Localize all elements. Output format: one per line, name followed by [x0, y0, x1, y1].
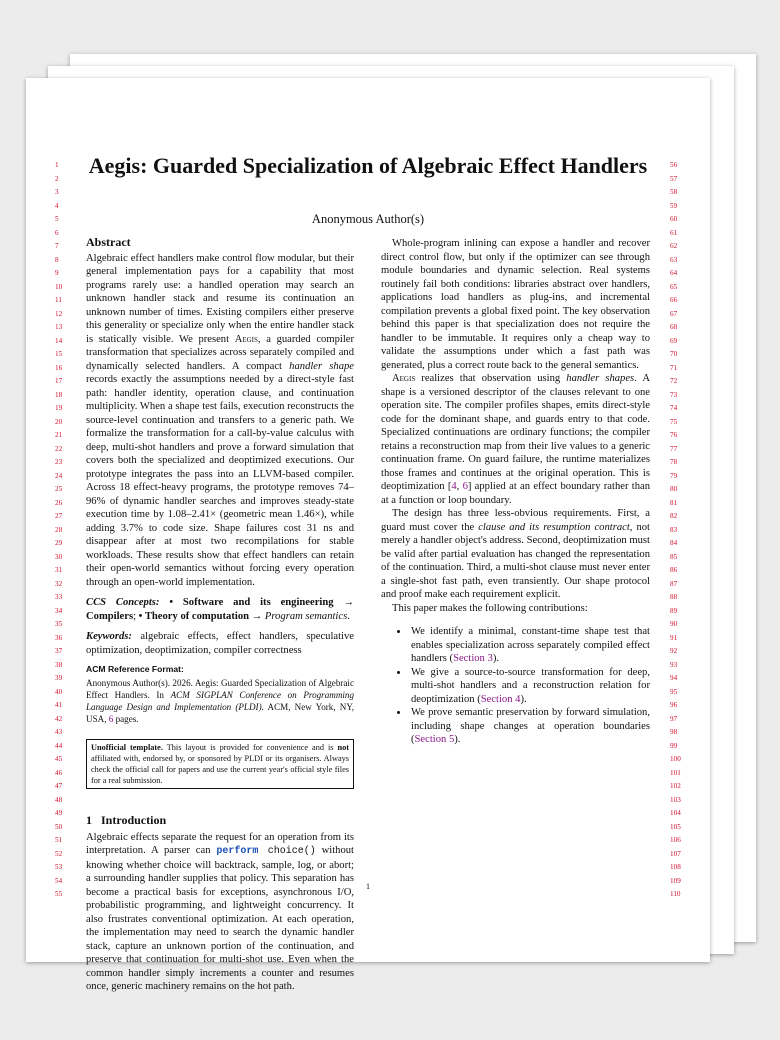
intro-text: ] applied at an effect boundary rather than at a function or loop boundary. [381, 481, 650, 506]
line-number: 89 [670, 606, 678, 615]
line-number: 85 [670, 552, 678, 561]
line-number: 94 [670, 674, 678, 682]
line-number: 67 [670, 309, 678, 318]
term-handler-shape: handler shape [289, 360, 354, 372]
line-number: 27 [55, 512, 63, 520]
paper-author: Anonymous Author(s) [311, 212, 425, 226]
contribution-text: ). [454, 734, 461, 745]
notice-bold: Unofficial template. [91, 742, 163, 752]
line-number: 5 [55, 215, 59, 223]
line-number: 103 [670, 795, 681, 804]
section-ref-link[interactable]: Section 5 [414, 734, 455, 745]
emphasis: clause and its resumption contract [478, 521, 630, 533]
line-number: 51 [55, 836, 63, 844]
line-number: 110 [670, 890, 681, 898]
line-number: 2 [55, 174, 59, 183]
line-number: 75 [670, 417, 678, 426]
acm-ref-venue: ACM SIGPLAN Conference on Programming Language Design and Implementation (PLDI). [86, 689, 355, 712]
keywords-label: Keywords: [86, 631, 132, 642]
paper-title: Aegis: Guarded Specialization of Algebraic Effect Handlers [88, 153, 648, 178]
line-number: 21 [55, 431, 63, 439]
intro-text: without knowing whether choice will backtrack, sample, log, or abort; a surrounding handler supplies that policy. This separation has become a practical basis for exceptions, asynchronous I/O, probabilistic programming, and lightweight concurrency. It also frustrates conventional optimization. At each operation, the implementation may need to search the dynamic handler stack, capture an unknown portion of the continuation, and preserve that continuation for multi-shot use. Even when the common handler simply increments a counter and resumes once, generic machinery remains on the hot path. [86, 845, 354, 993]
intro-text: . A shape is a versioned descriptor of the clauses relevant to one operation site. The compiler profiles shapes, emits direct-style code for the dominant shape, and guards entry to that code. Specialized continuations are ordinary functions; the compiler retains a reconstruction map from their live values to a generic continuation frame. On guard failure, the runtime materializes those frames and continues at the original operation. This is deoptimization [ [381, 373, 650, 492]
line-number: 71 [670, 363, 678, 372]
line-number: 84 [670, 539, 678, 547]
abstract-heading: Abstract [86, 235, 131, 249]
contribution-text: We give a source-to-source transformation for deep, multi-shot handlers and a reconstruction relation for deoptimization ( [411, 666, 650, 705]
abstract-part: Algebraic effect handlers make control flow modular, but their general implementation pays for a capability that most programs rarely use: a handled operation may search an unknown handler stack and resume its continuation an unknown number of times. Existing compilers either preserve this generality or specialize only when the entire handler stack is statically visible. We present [86, 252, 354, 345]
line-number: 38 [55, 660, 63, 669]
line-number: 18 [55, 390, 63, 399]
line-number: 92 [670, 647, 678, 655]
line-number: 1 [55, 161, 59, 169]
line-number: 60 [670, 215, 678, 223]
ccs-item: • Software and its engineering → Compilers [86, 597, 354, 622]
notice-text: affiliated with, endorsed by, or sponsored by PLDI or its organisers. Always check the official call for papers and use the current year's official style files for a real submission. [91, 753, 349, 786]
line-number: 8 [55, 255, 59, 264]
line-number: 24 [55, 471, 63, 480]
line-number: 57 [670, 174, 678, 183]
line-number: 40 [55, 687, 63, 696]
line-number: 48 [55, 795, 63, 804]
line-number: 36 [55, 633, 63, 642]
line-numbers-left [55, 159, 67, 902]
section-ref-link[interactable]: Section 3 [453, 653, 493, 664]
notice-text: This layout is provided for convenience and is [162, 742, 338, 752]
section-title: Introduction [101, 813, 167, 828]
line-number: 13 [55, 323, 63, 331]
acm-ref-part: Anonymous Author(s). 2026. Aegis: Guarded Specialization of Algebraic Effect Handlers. In [86, 677, 354, 700]
line-number: 76 [670, 431, 678, 439]
line-number: 65 [670, 282, 678, 291]
line-number: 41 [55, 701, 63, 709]
acm-ref-pages-link[interactable]: 6 [108, 713, 114, 724]
line-number: 50 [55, 822, 63, 831]
line-number: 12 [55, 309, 63, 318]
citation-sep: , [456, 481, 463, 492]
line-number: 78 [670, 458, 678, 466]
line-number: 56 [670, 161, 678, 169]
intro-paragraph-5: This paper makes the following contributions: [392, 602, 588, 614]
contribution-text: We prove semantic preservation by forward simulation, including shape changes at operation boundaries ( [411, 707, 650, 745]
term-handler-shapes: handler shapes [566, 373, 635, 384]
line-number: 10 [55, 282, 63, 291]
contribution-item [409, 666, 650, 707]
system-name: Aegis [234, 333, 258, 345]
code-keyword: perform [216, 846, 259, 858]
line-number: 7 [55, 242, 59, 250]
keywords-text: algebraic effects, effect handlers, speculative optimization, deoptimization, compiler correctness [86, 631, 354, 656]
line-number: 98 [670, 728, 678, 736]
line-number: 73 [670, 390, 678, 399]
line-number: 96 [670, 701, 678, 709]
line-number: 72 [670, 377, 678, 385]
intro-paragraph-1-start [86, 831, 354, 994]
line-number: 23 [55, 458, 63, 466]
acm-reference-text [86, 677, 354, 725]
line-number: 11 [55, 296, 62, 304]
line-number: 66 [670, 296, 678, 304]
line-number: 81 [670, 498, 678, 507]
line-number: 99 [670, 741, 678, 750]
line-number: 105 [670, 822, 681, 831]
line-number: 79 [670, 471, 678, 480]
ccs-concepts [86, 596, 354, 623]
intro-text: The design has three less-obvious requirements. First, a guard must cover the [381, 508, 650, 533]
line-number: 42 [55, 714, 63, 723]
keywords [86, 630, 354, 657]
line-number: 68 [670, 323, 678, 331]
line-number: 102 [670, 782, 681, 790]
line-number: 55 [55, 890, 63, 898]
line-number: 15 [55, 350, 63, 358]
line-number: 53 [55, 863, 63, 871]
unofficial-template-notice [86, 739, 354, 790]
ccs-sep: ; [133, 610, 139, 622]
contributions-list [381, 625, 650, 747]
line-number: 59 [670, 201, 678, 210]
line-number: 88 [670, 593, 678, 601]
page-number: 1 [366, 882, 370, 891]
line-number: 61 [670, 228, 678, 237]
contribution-text: ). [520, 693, 527, 705]
line-number: 74 [670, 404, 678, 412]
intro-paragraph-3 [381, 372, 650, 507]
right-column [381, 237, 650, 747]
line-number: 63 [670, 255, 678, 264]
code-call: choice() [258, 846, 316, 858]
line-number: 58 [670, 188, 678, 196]
line-number: 3 [55, 188, 59, 196]
intro-text: Algebraic effects separate the request for an operation from its interpretation. A parser can [86, 831, 354, 857]
line-number: 97 [670, 714, 678, 723]
ccs-end: . [347, 610, 350, 622]
line-number: 45 [55, 755, 63, 763]
line-number: 37 [55, 647, 63, 655]
system-name: Aegis [392, 373, 416, 384]
line-number: 106 [670, 836, 681, 844]
line-number: 91 [670, 633, 678, 642]
ccs-label: CCS Concepts: [86, 597, 160, 608]
line-number: 62 [670, 242, 678, 250]
acm-reference-heading: ACM Reference Format: [86, 664, 184, 674]
citation-link[interactable]: 6 [462, 481, 468, 492]
line-number: 83 [670, 525, 678, 534]
line-number: 86 [670, 566, 678, 574]
line-number: 69 [670, 336, 678, 345]
contribution-text: ). [492, 653, 499, 664]
acm-ref-part: ACM, New York, NY, USA, [86, 701, 354, 724]
line-number: 29 [55, 539, 63, 547]
line-number: 32 [55, 579, 63, 588]
ccs-item: Program semantics [264, 610, 348, 622]
line-number: 9 [55, 269, 59, 277]
intro-paragraph-2: Whole-program inlining can expose a handler and recover direct control flow, but only if the optimizer can see through module boundaries and dynamic selection. Real systems routinely fail both conditions: libraries abstract over handlers, applications load handlers as plug-ins, and incremental compilation prevents a global fixed point. The key observation behind this paper is that specialization does not require the handler to be immutable. It requires only a cheap way to validate the assumptions under which a fast path was generated, plus a correct route back to the general semantics. [381, 238, 650, 371]
line-number: 104 [670, 809, 681, 817]
line-number: 107 [670, 849, 681, 858]
line-number: 100 [670, 755, 681, 763]
line-number: 26 [55, 498, 63, 507]
line-number: 108 [670, 863, 681, 871]
contribution-item [409, 706, 650, 747]
line-number: 82 [670, 512, 678, 520]
line-number: 87 [670, 579, 678, 588]
line-number: 43 [55, 728, 63, 736]
line-numbers-right [670, 159, 686, 902]
ccs-arrow: → [249, 610, 265, 622]
section-ref-link[interactable]: Section 4 [480, 693, 521, 705]
line-number: 77 [670, 444, 678, 453]
line-number: 20 [55, 417, 63, 426]
line-number: 93 [670, 660, 678, 669]
line-number: 49 [55, 809, 63, 817]
left-column [86, 236, 354, 994]
intro-paragraph-4 [381, 507, 650, 602]
line-number: 39 [55, 674, 63, 682]
line-number: 35 [55, 620, 63, 628]
abstract-part: , a guarded compiler transformation that specializes across separately compiled and dynamically selected handlers. A compact [86, 333, 354, 372]
line-number: 25 [55, 485, 63, 493]
abstract-part: records exactly the assumptions needed by a direct-style fast path: handler identity, operation clause, and continuation multiplicity. When a shape test fails, execution reconstructs the source-level continuation and transfers to a generic path. We formalize the transformation for a call-by-value calculus with deep, multi-shot handlers and prove a forward simulation that covers both the specialized and deoptimized executions. Our prototype integrates the pass into an LLVM-based compiler. Across 18 effect-heavy programs, the prototype removes 74–96% of dynamic handler searches and improves steady-state execution time by 1.08–2.41× (geometric mean 1.46×), while adding 3.7% to code size. Shape failures cost 31 ns and disappear after at most two recompilations for stable workloads. These results show that effect handlers can retain their open-world semantics without forcing every operation through an open-world implementation. [86, 374, 354, 588]
acm-ref-part: pages. [113, 713, 139, 724]
line-number: 34 [55, 606, 63, 615]
line-number: 109 [670, 876, 681, 885]
line-number: 80 [670, 485, 678, 493]
section-heading-introduction [86, 814, 354, 828]
line-number: 101 [670, 768, 681, 777]
line-number: 16 [55, 363, 63, 372]
line-number: 47 [55, 782, 63, 790]
contribution-item [409, 625, 650, 666]
line-number: 22 [55, 444, 63, 453]
line-number: 14 [55, 336, 63, 345]
notice-bold: not [337, 742, 349, 752]
line-number: 33 [55, 593, 63, 601]
line-number: 31 [55, 566, 63, 574]
line-number: 54 [55, 876, 63, 885]
line-number: 52 [55, 849, 63, 858]
contribution-text: We identify a minimal, constant-time shape test that enables specialization across separately compiled effect handlers ( [411, 626, 650, 664]
line-number: 6 [55, 228, 59, 237]
line-number: 30 [55, 552, 63, 561]
line-number: 17 [55, 377, 63, 385]
line-number: 90 [670, 620, 678, 628]
abstract-text [86, 252, 354, 590]
line-number: 46 [55, 768, 63, 777]
line-number: 4 [55, 201, 59, 210]
line-number: 70 [670, 350, 678, 358]
line-number: 19 [55, 404, 63, 412]
ccs-item: • Theory of computation [138, 610, 250, 622]
section-number: 1 [86, 813, 92, 828]
line-number: 64 [670, 269, 678, 277]
line-number: 28 [55, 525, 63, 534]
citation-link[interactable]: 4 [451, 481, 457, 492]
line-number: 44 [55, 741, 63, 750]
intro-text: realizes that observation using [415, 373, 567, 384]
line-number: 95 [670, 687, 678, 696]
intro-text: , not merely a handler object's address. Second, deoptimization must be valid after partial evaluation has changed the representation of the continuation. Third, a multi-shot clause must never enter a single-shot fast path, even transiently. Our shape protocol and proof make each requirement explicit. [381, 521, 650, 600]
